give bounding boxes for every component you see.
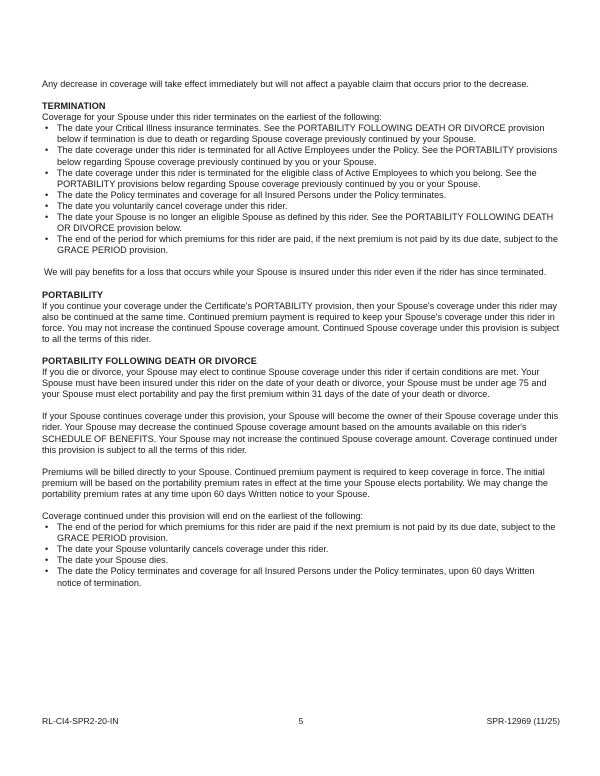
list-item-text: The date coverage under this rider is terminated for the eligible class of Active Employees to which you belong. See the PORTABILITY provisions below regarding Spouse coverage previously continued by you or your Spouse. xyxy=(57,167,537,189)
footer-document-code: SPR-12969 (11/25) xyxy=(486,716,560,726)
spacer xyxy=(42,279,560,290)
portability-following-lead-in: Coverage continued under this provision will end on the earliest of the following: xyxy=(42,511,363,521)
list-item-text: The date the Policy terminates and coverage for all Insured Persons under the Policy terminates, upon 60 days Written notice of termination. xyxy=(57,566,535,588)
portability-following-paragraph-2: If your Spouse continues coverage under this provision, your Spouse will become the owner of their Spouse coverage under this rider. Your Spouse may decrease the continued Spouse coverage amount based on the amounts available on this rider's SCHEDULE OF BENEFITS. Your Spouse may not increase the continued Spouse coverage amount. Coverage continued under this provision is subject to all the terms of this rider. xyxy=(42,411,559,455)
list-item-text: The date your Spouse voluntarily cancels coverage under this rider. xyxy=(57,544,329,555)
list-item-text: The end of the period for which premiums for this rider are paid, if the next premium is not paid by its due date, subject to the GRACE PERIOD provision. xyxy=(57,234,558,256)
bullet-icon: • xyxy=(45,167,49,178)
portability-heading: PORTABILITY xyxy=(42,289,104,300)
bullet-icon: • xyxy=(45,544,49,555)
list-item xyxy=(42,201,560,212)
portability-following-paragraph-1: If you die or divorce, your Spouse may elect to continue Spouse coverage under this rider if certain conditions are met. Your Spouse must have been insured under this rider on the date of your death or divorce, your Spouse must be under age 75 and your Spouse must elect portability and pay the first premium within 31 days of the date of your death or divorce. xyxy=(42,367,547,400)
bullet-icon: • xyxy=(45,566,49,577)
bullet-icon: • xyxy=(45,123,49,134)
list-item xyxy=(42,234,560,256)
portability-following-heading: PORTABILITY FOLLOWING DEATH OR DIVORCE xyxy=(42,355,257,366)
page-footer xyxy=(42,716,560,727)
footer-form-number: RL-CI4-SPR2-20-IN xyxy=(42,716,119,726)
spacer xyxy=(42,456,560,467)
bullet-icon: • xyxy=(45,555,49,566)
termination-bullet-list xyxy=(42,123,560,256)
page-content xyxy=(42,79,560,589)
bullet-icon: • xyxy=(45,522,49,533)
intro-paragraph: Any decrease in coverage will take effect immediately but will not affect a payable claim that occurs prior to the decrease. xyxy=(42,79,529,89)
list-item xyxy=(42,566,560,588)
bullet-icon: • xyxy=(45,145,49,156)
list-item-text: The date your Spouse dies. xyxy=(57,555,169,566)
list-item-text: The date coverage under this rider is terminated for all Active Employees under the Policy. See the PORTABILITY provisions below regarding Spouse coverage previously continued by you or your Spouse. xyxy=(57,145,558,167)
portability-following-paragraph-3: Premiums will be billed directly to your Spouse. Continued premium payment is required to keep coverage in force. The initial premium will be based on the portability premium rates in effect at the time your Spouse elects portability. We may change the portability premium rates at any time upon 60 days Written notice to your Spouse. xyxy=(42,466,548,499)
list-item xyxy=(42,212,560,234)
termination-heading: TERMINATION xyxy=(42,101,106,112)
list-item xyxy=(42,190,560,201)
bullet-icon: • xyxy=(45,200,49,211)
list-item-text: The date your Critical Illness insurance terminates. See the PORTABILITY FOLLOWING DEATH OR DIVORCE provision below if termination is due to death or regarding Spouse coverage previously continued by your Spouse. xyxy=(57,123,545,145)
bullet-icon: • xyxy=(45,234,49,245)
spacer xyxy=(42,256,560,267)
list-item xyxy=(42,145,560,167)
portability-following-bullet-list xyxy=(42,522,560,589)
list-item-text: The date you voluntarily cancel coverage under this rider. xyxy=(57,200,288,211)
list-item xyxy=(42,544,560,555)
bullet-icon: • xyxy=(45,212,49,223)
list-item xyxy=(42,555,560,566)
portability-paragraph: If you continue your coverage under the Certificate's PORTABILITY provision, then your Spouse's coverage under this rider may also be continued at the same time. Continued premium payment is required to keep your Spouse's coverage under this rider in force. You may not increase the continued Spouse coverage amount. Continued Spouse coverage under this provision is subject to all the terms of this rider. xyxy=(42,300,560,344)
list-item-text: The end of the period for which premiums for this rider are paid if the next premium is not paid by its due date, subject to the GRACE PERIOD provision. xyxy=(57,522,556,544)
termination-lead-in: Coverage for your Spouse under this rider terminates on the earliest of the following: xyxy=(42,112,382,123)
list-item-text: The date your Spouse is no longer an eligible Spouse as defined by this rider. See the PORTABILITY FOLLOWING DEATH OR DIVORCE provision below. xyxy=(57,212,554,234)
list-item-text: The date the Policy terminates and coverage for all Insured Persons under the Policy terminates. xyxy=(57,189,447,200)
spacer xyxy=(42,345,560,356)
spacer xyxy=(42,500,560,511)
footer-page-number: 5 xyxy=(298,716,304,726)
list-item xyxy=(42,168,560,190)
spacer xyxy=(42,90,560,101)
list-item xyxy=(42,522,560,544)
list-item xyxy=(42,123,560,145)
spacer xyxy=(42,400,560,411)
termination-closing-paragraph: We will pay benefits for a loss that occurs while your Spouse is insured under this rider even if the rider has since terminated. xyxy=(44,267,547,278)
bullet-icon: • xyxy=(45,189,49,200)
